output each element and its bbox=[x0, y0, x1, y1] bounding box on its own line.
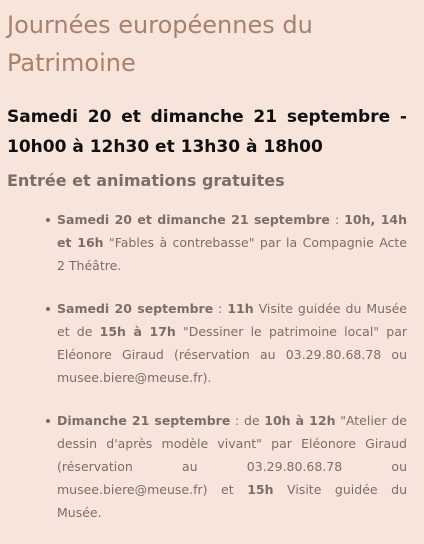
event-description-2: Visite guidée du Musée. bbox=[57, 482, 407, 520]
event-time: 11h bbox=[227, 301, 254, 316]
event-item-weekend bbox=[57, 208, 407, 277]
event-time-2: 15h bbox=[247, 482, 274, 497]
entry-heading: Entrée et animations gratuites bbox=[7, 171, 285, 190]
event-separator: : de bbox=[230, 413, 265, 428]
event-time: 10h, 14h et 16h bbox=[57, 212, 407, 250]
event-item-sunday bbox=[57, 409, 407, 524]
page-title-line-2: Patrimoine bbox=[7, 49, 136, 77]
event-day: Samedi 20 septembre bbox=[57, 301, 214, 316]
page-title-line-1: Journées européennes du bbox=[7, 11, 313, 39]
event-day: Dimanche 21 septembre bbox=[57, 413, 231, 428]
event-separator: : bbox=[329, 212, 345, 227]
event-item-saturday bbox=[57, 297, 407, 389]
page-title bbox=[7, 6, 417, 82]
event-day: Samedi 20 et dimanche 21 septembre bbox=[57, 212, 330, 227]
event-description: Visite guidée du Musée et de bbox=[57, 301, 407, 339]
event-time: 10h à 12h bbox=[264, 413, 336, 428]
event-time-2: 15h à 17h bbox=[99, 324, 176, 339]
event-description: "Fables à contrebasse" par la Compagnie Acte 2 Théâtre. bbox=[57, 235, 407, 273]
date-heading: Samedi 20 et dimanche 21 septembre - 10h00 à 12h30 et 13h30 à 18h00 bbox=[7, 107, 407, 157]
event-description-2: "Dessiner le patrimoine local" par Eléonore Giraud (réservation au 03.29.80.68.78 ou musee.biere@meuse.fr). bbox=[57, 324, 407, 385]
event-description: "Atelier de dessin d'après modèle vivant" par Eléonore Giraud (réservation au 03.29.80.68.78 ou musee.biere@meuse.fr) et bbox=[57, 413, 407, 497]
events-list bbox=[57, 208, 407, 544]
event-separator: : bbox=[213, 301, 228, 316]
